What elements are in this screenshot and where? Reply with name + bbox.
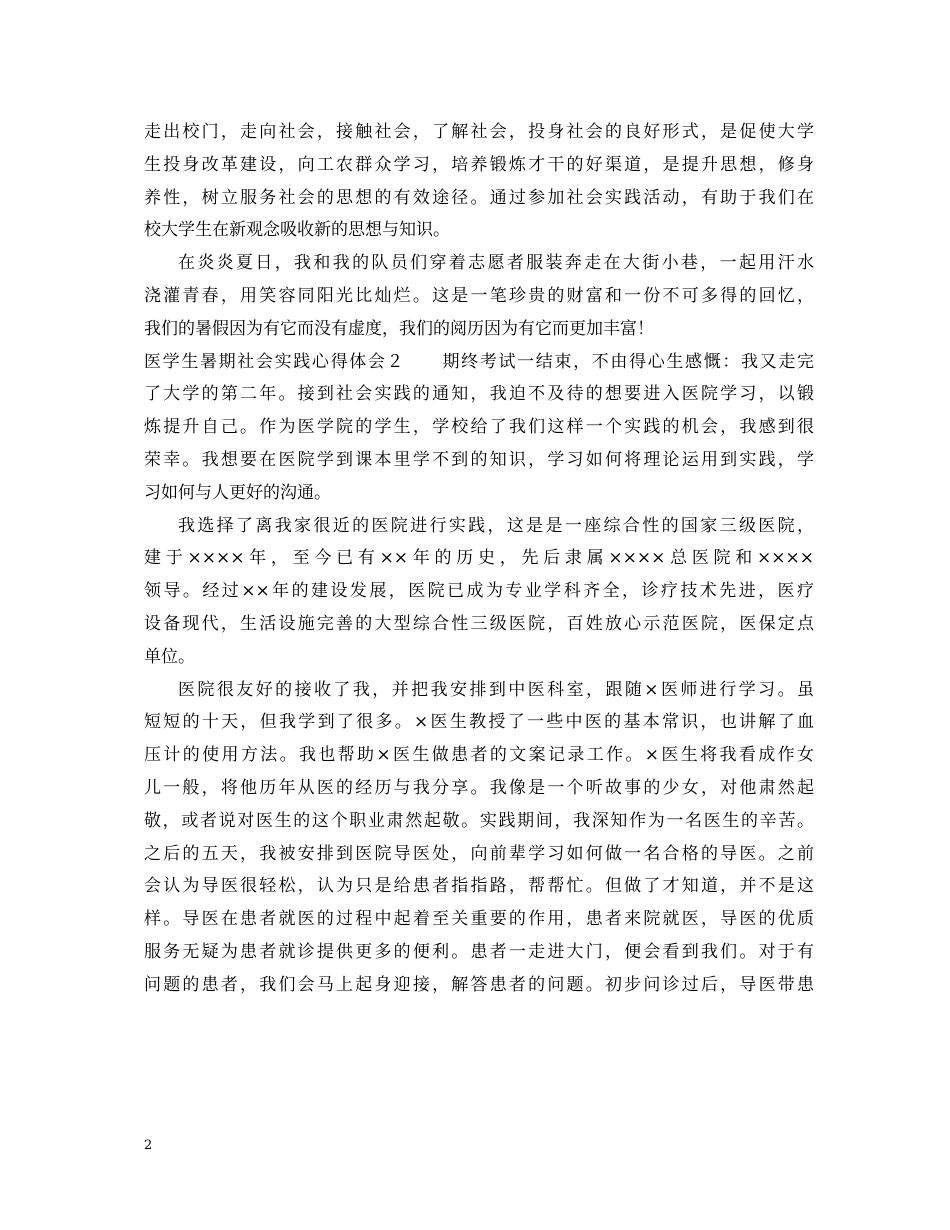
page-number: 2 <box>144 1138 153 1153</box>
text-line: 医院很友好的接收了我，并把我安排到中医科室，跟随×医师进行学习。虽 <box>178 679 814 700</box>
text-line: 建于××××年，至今已有××年的历史，先后隶属××××总医院和×××× <box>144 548 814 569</box>
text-line: 荣幸。我想要在医院学到课本里学不到的知识，学习如何将理论运用到实践，学 <box>144 449 814 470</box>
text-line: 问题的患者，我们会马上起身迎接，解答患者的问题。初步问诊过后，导医带患 <box>144 974 814 995</box>
body-text <box>144 116 814 1002</box>
text-line: 在炎炎夏日，我和我的队员们穿着志愿者服装奔走在大街小巷，一起用汗水 <box>178 253 814 274</box>
text-line: 医学生暑期社会实践心得体会２ 期终考试一结束，不由得心生感慨：我又走完 <box>144 351 814 372</box>
text-line: 养性，树立服务社会的思想的有效途径。通过参加社会实践活动，有助于我们在 <box>144 187 814 208</box>
text-line: 敬，或者说对医生的这个职业肃然起敬。实践期间，我深知作为一名医生的辛苦。 <box>144 810 814 831</box>
text-line: 校大学生在新观念吸收新的思想与知识。 <box>144 220 450 241</box>
text-line: 单位。 <box>144 646 195 667</box>
text-line: 压计的使用方法。我也帮助×医生做患者的文案记录工作。×医生将我看成作女 <box>144 745 814 766</box>
text-line: 炼提升自己。作为医学院的学生，学校给了我们这样一个实践的机会，我感到很 <box>144 417 814 438</box>
text-line: 领导。经过××年的建设发展，医院已成为专业学科齐全，诊疗技术先进，医疗 <box>144 581 814 602</box>
text-line: 会认为导医很轻松，认为只是给患者指指路，帮帮忙。但做了才知道，并不是这 <box>144 876 814 897</box>
text-line: 走出校门，走向社会，接触社会，了解社会，投身社会的良好形式，是促使大学 <box>144 122 814 142</box>
text-line: 我们的暑假因为有它而没有虚度，我们的阅历因为有它而更加丰富！ <box>144 318 654 339</box>
text-line: 我选择了离我家很近的医院进行实践，这是是一座综合性的国家三级医院， <box>178 515 814 536</box>
text-line: 设备现代，生活设施完善的大型综合性三级医院，百姓放心示范医院，医保定点 <box>144 613 814 634</box>
text-line: 样。导医在患者就医的过程中起着至关重要的作用，患者来院就医，导医的优质 <box>144 909 814 930</box>
text-line: 服务无疑为患者就诊提供更多的便利。患者一走进大门，便会看到我们。对于有 <box>144 941 814 962</box>
text-line: 了大学的第二年。接到社会实践的通知，我迫不及待的想要进入医院学习，以锻 <box>144 384 814 405</box>
text-line: 短短的十天，但我学到了很多。×医生教授了一些中医的基本常识，也讲解了血 <box>144 712 814 733</box>
text-line: 之后的五天，我被安排到医院导医处，向前辈学习如何做一名合格的导医。之前 <box>144 843 814 864</box>
text-line: 习如何与人更好的沟通。 <box>144 482 331 503</box>
text-line: 生投身改革建设，向工农群众学习，培养锻炼才干的好渠道，是提升思想，修身 <box>144 154 814 175</box>
text-line: 儿一般，将他历年从医的经历与我分享。我像是一个听故事的少女，对他肃然起 <box>144 777 814 798</box>
text-line: 浇灌青春，用笑容同阳光比灿烂。这是一笔珍贵的财富和一份不可多得的回忆， <box>144 285 814 306</box>
